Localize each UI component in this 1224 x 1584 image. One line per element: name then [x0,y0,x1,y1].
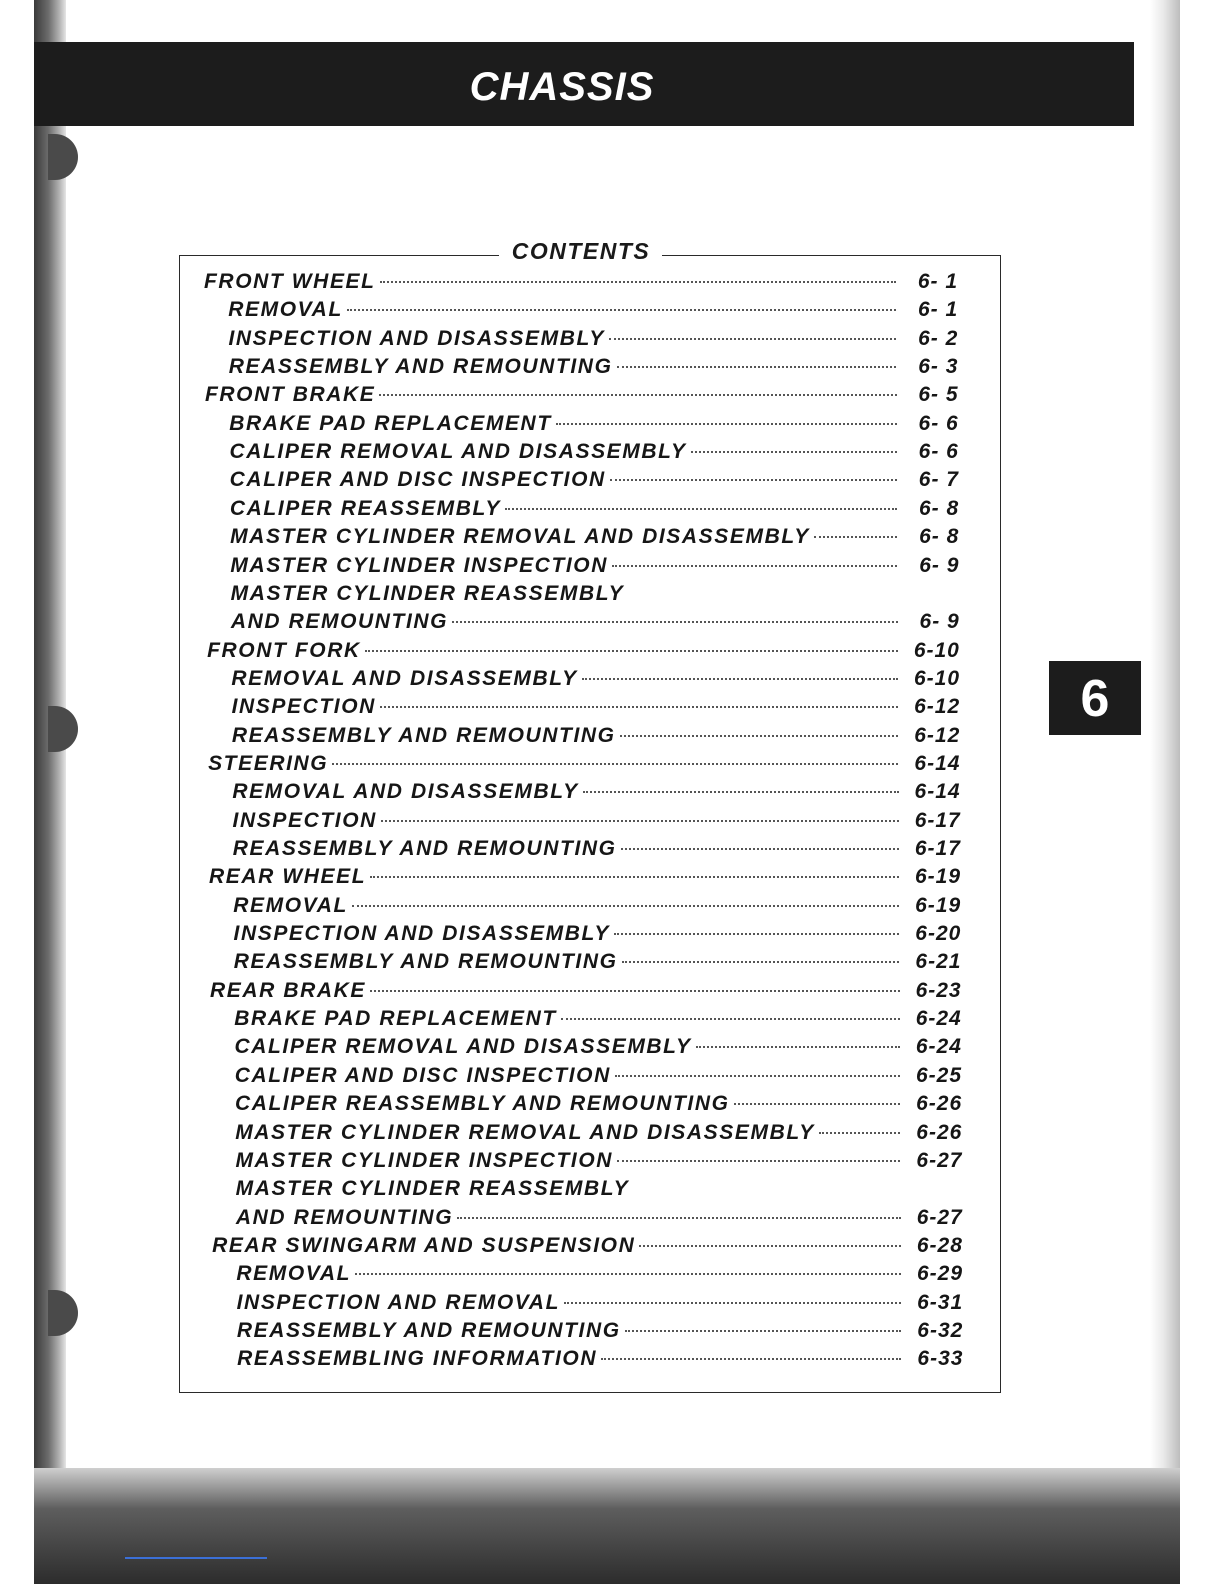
toc-dot-leader [556,423,897,425]
toc-subsection-entry [232,722,960,750]
toc-entry-page: 6-17 [914,837,961,860]
toc-entry-page: 6-29 [916,1262,964,1286]
toc-entry-page: 6- 6 [918,440,959,464]
toc-entry-title: CALIPER AND DISC INSPECTION [229,468,606,492]
toc-subsection-entry [229,410,959,438]
toc-entry-title: CALIPER REMOVAL AND DISASSEMBLY [234,1035,692,1059]
toc-entry-page: 6-19 [915,893,962,917]
toc-dot-leader [505,508,897,510]
toc-entry-page: 6-17 [914,808,961,832]
toc-entry-page: 6-23 [915,978,962,1002]
toc-entry-title: INSPECTION [232,808,377,832]
toc-entry-title: REAR SWINGARM AND SUSPENSION [212,1233,636,1257]
toc-dot-leader [814,536,897,538]
toc-dot-leader [355,1273,901,1275]
toc-entry-title: BRAKE PAD REPLACEMENT [229,411,552,435]
toc-subsection-entry [230,523,959,551]
toc-entry-title: REASSEMBLY AND REMOUNTING [228,355,613,379]
toc-subsection-entry [235,1147,962,1175]
toc-entry-title: FRONT FORK [207,638,361,662]
toc-entry-page: 6-32 [917,1318,964,1342]
toc-subsection-entry [237,1289,964,1317]
toc-dot-leader [352,905,899,907]
toc-entry-page: 6- 9 [919,553,960,577]
toc-entry-page: 6- 5 [918,383,959,407]
scan-artifact-line [125,1557,267,1559]
toc-entry-page: 6-10 [913,638,960,662]
contents-heading: CONTENTS [511,238,651,264]
toc-subsection-entry [233,807,961,835]
toc-dot-leader [609,338,896,340]
toc-subsection-entry [235,1090,962,1118]
toc-entry-page: 6- 6 [918,411,959,435]
toc-section-entry [210,977,962,1005]
toc-dot-leader [620,735,899,737]
toc-subsection-entry [229,438,958,466]
toc-entry-title: CALIPER REASSEMBLY [229,496,502,520]
toc-entry-title: AND REMOUNTING [230,610,449,634]
toc-entry-page: 6-25 [915,1063,963,1087]
toc-entry-page: 6-14 [914,751,961,775]
toc-dot-leader [452,621,898,623]
toc-entry-title: REMOVAL [233,893,348,917]
toc-entry-page: 6-14 [914,780,961,804]
toc-entry-title: FRONT WHEEL [204,270,376,293]
toc-entry-title: REASSEMBLY AND REMOUNTING [231,723,616,747]
chapter-tab: 6 [1049,661,1141,735]
toc-subsection-entry [228,296,958,324]
toc-dot-leader [583,791,899,793]
toc-dot-leader [696,1046,900,1048]
toc-subsection-entry [230,552,959,580]
toc-entry-title: REASSEMBLY AND REMOUNTING [236,1318,621,1342]
toc-subsection-entry [234,1033,961,1061]
toc-entry-title: MASTER CYLINDER REMOVAL AND DISASSEMBLY [230,525,810,549]
toc-entry-title: MASTER CYLINDER REASSEMBLY [235,1177,630,1201]
toc-section-entry [208,750,960,778]
toc-section-entry [212,1232,963,1260]
toc-entry-page: 6-20 [915,922,962,946]
toc-subsection-entry [236,1260,963,1288]
toc-dot-leader [370,990,900,992]
toc-dot-leader [612,565,897,567]
toc-entry-page: 6-26 [916,1120,963,1144]
toc-subsection-entry [237,1345,963,1373]
toc-dot-leader [381,820,899,822]
toc-subsection-entry [232,778,960,806]
toc-dot-leader [819,1132,900,1134]
toc-entry-title: REMOVAL [236,1262,352,1286]
toc-subsection-entry [234,948,962,976]
toc-entry-title: REAR BRAKE [210,978,367,1002]
toc-entry-title: AND REMOUNTING [235,1205,454,1229]
toc-dot-leader [365,650,898,652]
toc-dot-leader [380,281,896,283]
toc-dot-leader [601,1358,901,1360]
toc-entry-title: STEERING [208,751,329,775]
toc-entry-title: REMOVAL [228,298,343,322]
toc-section-entry [205,381,959,409]
toc-entry-page: 6- 8 [919,525,960,549]
toc-entry-title: INSPECTION AND DISASSEMBLY [228,326,605,350]
toc-entry-page: 6-12 [914,695,961,719]
toc-subsection-entry [231,665,960,693]
toc-dot-leader [617,1160,900,1162]
toc-entry-title: CALIPER REASSEMBLY AND REMOUNTING [234,1092,730,1116]
toc-subsection-entry [233,892,961,920]
page-edge-shadow [1150,0,1180,1480]
toc-entry-page: 6- 9 [919,610,960,634]
toc-subsection-entry [233,835,961,863]
toc-entry-title: REMOVAL AND DISASSEMBLY [231,666,578,690]
toc-entry-page: 6-28 [916,1233,963,1257]
toc-entry-page: 6-33 [917,1347,964,1371]
toc-entry-title: REAR WHEEL [209,865,367,889]
toc-entry-page: 6-10 [913,666,960,690]
toc-dot-leader [621,848,899,850]
toc-entry-page: 6-27 [916,1148,963,1172]
toc-entry-title: BRAKE PAD REPLACEMENT [234,1007,557,1031]
binder-hole [48,134,78,180]
toc-entry-page: 6- 2 [918,326,959,350]
toc-entry-title: REASSEMBLY AND REMOUNTING [233,950,618,974]
toc-entry-page: 6-31 [917,1290,964,1314]
toc-section-entry [209,863,961,891]
toc-subsection-entry [229,353,959,381]
toc-dot-leader [615,1075,900,1077]
scan-margin-right [1180,0,1224,1584]
binder-hole [48,1290,78,1336]
toc-entry-title: INSPECTION AND DISASSEMBLY [233,922,610,946]
toc-dot-leader [614,933,899,935]
toc-subsection-entry [234,920,962,948]
toc-entry-title: INSPECTION [231,695,376,719]
toc-subsection-entry [230,466,959,494]
toc-entry-page: 6- 1 [917,270,958,293]
binder-hole [48,706,78,752]
toc-entry-page: 6- 3 [918,355,959,379]
toc-subsection-entry [237,1317,963,1345]
toc-subsection-entry [234,1005,962,1033]
toc-dot-leader [380,706,898,708]
toc-dot-leader [691,451,897,453]
toc-entry-page: 6-26 [916,1092,963,1116]
toc-entry-title: MASTER CYLINDER REASSEMBLY [230,581,625,605]
toc-entry-title: CALIPER REMOVAL AND DISASSEMBLY [229,440,687,464]
toc-dot-leader [610,479,897,481]
toc-dot-leader [734,1103,901,1105]
toc-dot-leader [625,1330,902,1332]
toc-entry-title: REASSEMBLING INFORMATION [237,1347,598,1371]
toc-entry-title: CALIPER AND DISC INSPECTION [234,1063,611,1087]
toc-entry-page: 6- 1 [917,298,959,322]
scan-margin-left [0,0,34,1584]
toc-entry-page: 6- 8 [918,496,960,520]
page-bottom-shadow [34,1468,1180,1584]
toc-entry-title: REMOVAL AND DISASSEMBLY [232,780,579,804]
toc-section-entry [207,637,960,665]
toc-entry-page: 6-19 [914,865,961,889]
toc-dot-leader [582,678,898,680]
toc-entry-page: 6- 7 [918,468,959,492]
binder-edge [34,0,66,1584]
toc-dot-leader [457,1217,901,1219]
toc-subsection-entry [232,693,961,721]
toc-subsection-entry [228,325,958,353]
toc-entry-title: INSPECTION AND REMOVAL [236,1290,561,1314]
toc-dot-leader [561,1018,900,1020]
toc-subsection-entry [230,495,959,523]
toc-entry-title: MASTER CYLINDER REMOVAL AND DISASSEMBLY [235,1120,815,1144]
toc-section-entry [204,268,958,296]
toc-dot-leader [564,1302,901,1304]
toc-entry-title: REASSEMBLY AND REMOUNTING [232,837,617,860]
toc-dot-leader [332,763,898,765]
toc-entry-title: MASTER CYLINDER INSPECTION [235,1148,614,1172]
chapter-title: CHASSIS [469,65,655,109]
toc-subsection-entry [231,580,960,608]
toc-entry-page: 6-21 [915,950,962,974]
toc-subsection-entry [235,1062,962,1090]
toc-dot-leader [379,394,896,396]
toc-entry-page: 6-12 [914,723,961,747]
toc-dot-leader [639,1245,901,1247]
toc-dot-leader [347,309,896,311]
toc-subsection-entry [235,1119,962,1147]
toc-entry-page: 6-27 [916,1205,963,1229]
toc-entry-page: 6-24 [915,1035,962,1059]
toc-dot-leader [370,876,899,878]
toc-dot-leader [617,366,897,368]
toc-entry-title: MASTER CYLINDER INSPECTION [230,553,609,577]
toc-entry-title: FRONT BRAKE [204,383,376,407]
toc-dot-leader [622,961,900,963]
toc-subsection-entry [231,608,960,636]
toc-entry-page: 6-24 [915,1007,962,1031]
toc-subsection-entry [236,1175,963,1203]
toc-subsection-entry [236,1204,963,1232]
